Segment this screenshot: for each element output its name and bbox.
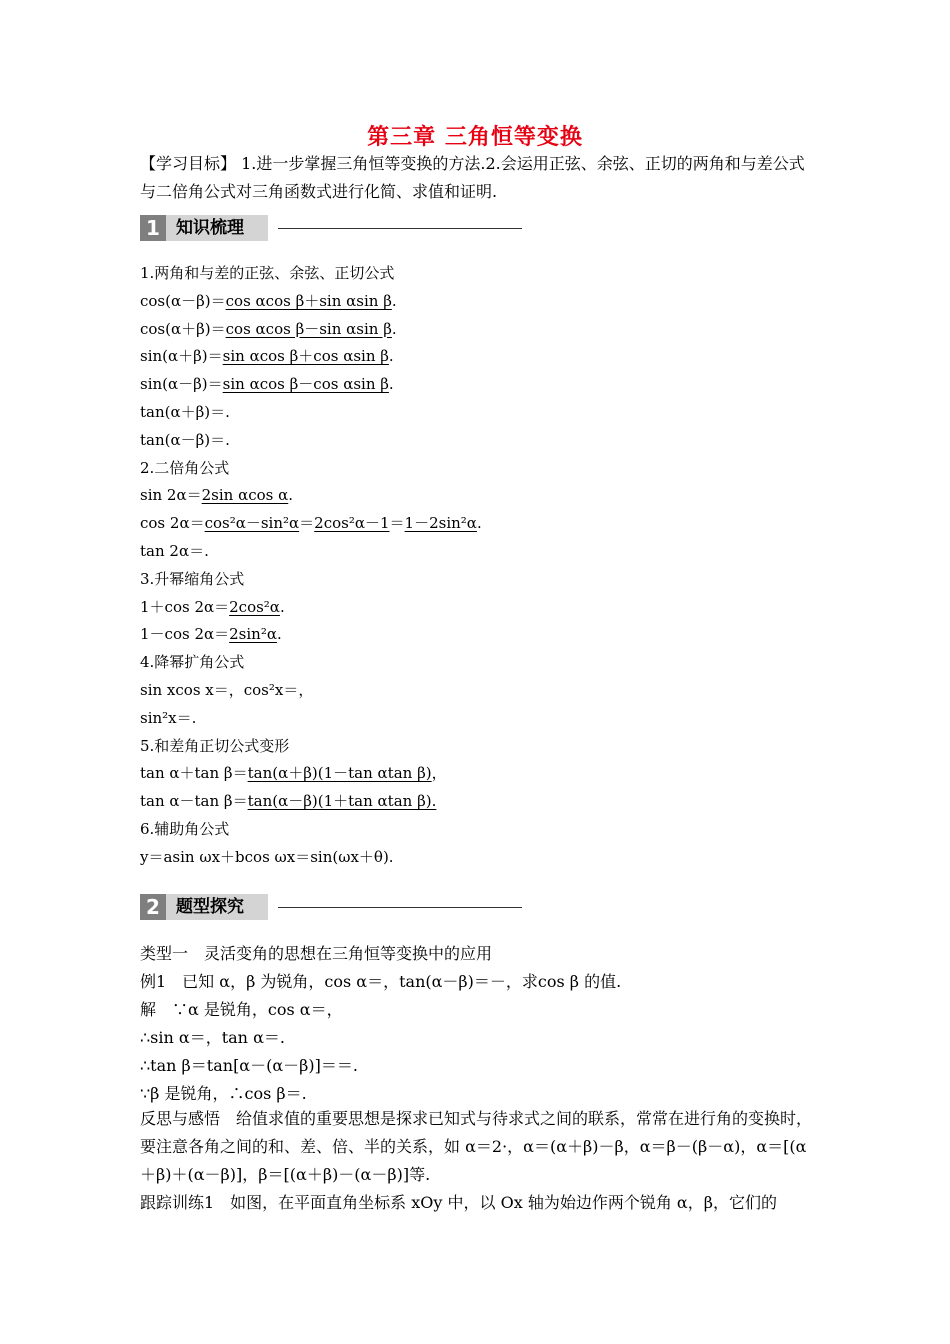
- knowledge-line: [140, 484, 293, 505]
- section-label: 题型探究: [166, 894, 268, 920]
- formula-text: sin(α－β)＝: [140, 375, 223, 394]
- formula-text: .: [391, 291, 397, 310]
- formula-answer: 2sin αcos α: [201, 486, 289, 505]
- formula-text: sin 2α＝: [140, 486, 202, 505]
- knowledge-line: [140, 707, 196, 728]
- reflection-paragraph: 反思与感悟 给值求值的重要思想是探求已知式与待求式之间的联系，常常在进行角的变换时，要注意各角之间的和、差、倍、半的关系，如 α＝2·，α＝(α＋β)－β，α＝β－(β－α)，α＝[(α＋β)＋(α－β)]，β＝[(α＋β)－(α－β)]等.: [140, 1109, 813, 1184]
- formula-text: ＝: [389, 514, 405, 533]
- formula-text: .: [288, 486, 294, 505]
- knowledge-line: [140, 596, 285, 617]
- formula-answer: tan(α＋β)(1－tan αtan β): [247, 764, 432, 783]
- formula-text: cos(α－β)＝: [140, 291, 226, 310]
- section-number: 1: [140, 215, 166, 241]
- knowledge-line: [140, 790, 436, 811]
- formula-answer: cos²α－sin²α: [204, 514, 300, 533]
- formula-answer: sin αcos β－cos αsin β: [222, 375, 389, 394]
- knowledge-line: [140, 512, 482, 533]
- explore-line: 类型一 灵活变角的思想在三角恒等变换中的应用: [140, 944, 493, 963]
- knowledge-line: [140, 818, 229, 839]
- formula-text: .: [388, 347, 394, 366]
- formula-answer: 2cos²α: [229, 597, 280, 616]
- formula-text: sin xcos x＝，cos²x＝，: [140, 681, 314, 699]
- knowledge-line: [140, 373, 394, 394]
- explore-line: ∵β 是锐角，∴cos β＝.: [140, 1084, 307, 1103]
- formula-text: 1＋cos 2α＝: [140, 597, 230, 616]
- knowledge-line: [140, 401, 230, 422]
- explore-line: 例1 已知 α，β 为锐角，cos α＝，tan(α－β)＝－，求cos β 的值.: [140, 972, 622, 991]
- knowledge-line: [140, 457, 229, 478]
- formula-text: tan(α－β)＝.: [140, 430, 230, 449]
- formula-text: .: [476, 514, 482, 533]
- formula-text: cos(α＋β)＝: [140, 319, 226, 338]
- formula-answer: 1－2sin²α: [404, 514, 477, 533]
- knowledge-line: [140, 846, 394, 867]
- formula-text: ，: [431, 764, 447, 783]
- formula-text: tan(α＋β)＝.: [140, 403, 230, 421]
- formula-text: sin(α＋β)＝: [140, 347, 223, 366]
- formula-text: 6.辅助角公式: [140, 820, 230, 838]
- knowledge-line: [140, 735, 289, 756]
- formula-answer: 2sin²α: [229, 625, 277, 644]
- formula-text: ＝: [299, 514, 315, 533]
- formula-text: .: [388, 375, 394, 394]
- knowledge-line: [140, 762, 447, 783]
- knowledge-line: [140, 345, 394, 366]
- chapter-title: 第三章 三角恒等变换: [367, 124, 583, 150]
- formula-text: cos 2α＝: [140, 514, 205, 533]
- knowledge-line: [140, 540, 209, 561]
- formula-text: tan α＋tan β＝: [140, 764, 248, 783]
- knowledge-line: [140, 429, 230, 450]
- knowledge-line: [140, 318, 397, 339]
- formula-text: .: [391, 319, 397, 338]
- formula-text: .: [279, 597, 285, 616]
- section-number: 2: [140, 894, 166, 920]
- formula-text: tan α－tan β＝: [140, 792, 248, 811]
- formula-text: 1－cos 2α＝: [140, 625, 230, 644]
- formula-text: sin²x＝.: [140, 708, 197, 727]
- explore-line: 解 ∵α 是锐角，cos α＝，: [140, 1000, 343, 1019]
- formula-text: 2.二倍角公式: [140, 458, 230, 477]
- knowledge-line: [140, 679, 313, 700]
- knowledge-line: [140, 568, 244, 589]
- formula-text: .: [276, 625, 282, 644]
- learning-objectives: 【学习目标】 1.进一步掌握三角恒等变换的方法.2.会运用正弦、余弦、正切的两角和与差公式与二倍角公式对三角函数式进行化简、求值和证明.: [140, 154, 805, 201]
- knowledge-line: [140, 651, 244, 672]
- formula-text: 5.和差角正切公式变形: [140, 736, 290, 755]
- section-rule: [278, 907, 522, 908]
- formula-text: 3.升幂缩角公式: [140, 569, 245, 588]
- formula-text: 4.降幂扩角公式: [140, 653, 245, 672]
- practice-paragraph: 跟踪训练1 如图，在平面直角坐标系 xOy 中，以 Ox 轴为始边作两个锐角 α，β，它们的: [140, 1193, 777, 1212]
- explore-line: ∴sin α＝，tan α＝.: [140, 1028, 285, 1047]
- formula-answer: 2cos²α－1: [314, 514, 390, 533]
- formula-text: tan 2α＝.: [140, 542, 209, 560]
- formula-text: y＝asin ωx＋bcos ωx＝sin(ωx＋θ).: [140, 847, 394, 866]
- knowledge-line: [140, 623, 282, 644]
- explore-line: ∴tan β＝tan[α－(α－β)]＝＝.: [140, 1056, 358, 1075]
- section-label: 知识梳理: [166, 215, 268, 241]
- formula-answer: tan(α－β)(1＋tan αtan β).: [247, 792, 437, 811]
- formula-answer: sin αcos β＋cos αsin β: [222, 347, 389, 366]
- section-rule: [278, 228, 522, 229]
- formula-text: 1.两角和与差的正弦、余弦、正切公式: [140, 264, 395, 282]
- knowledge-line: [140, 262, 394, 283]
- formula-answer: cos αcos β＋sin αsin β: [225, 291, 392, 310]
- knowledge-line: [140, 290, 397, 311]
- formula-answer: cos αcos β－sin αsin β: [225, 319, 392, 338]
